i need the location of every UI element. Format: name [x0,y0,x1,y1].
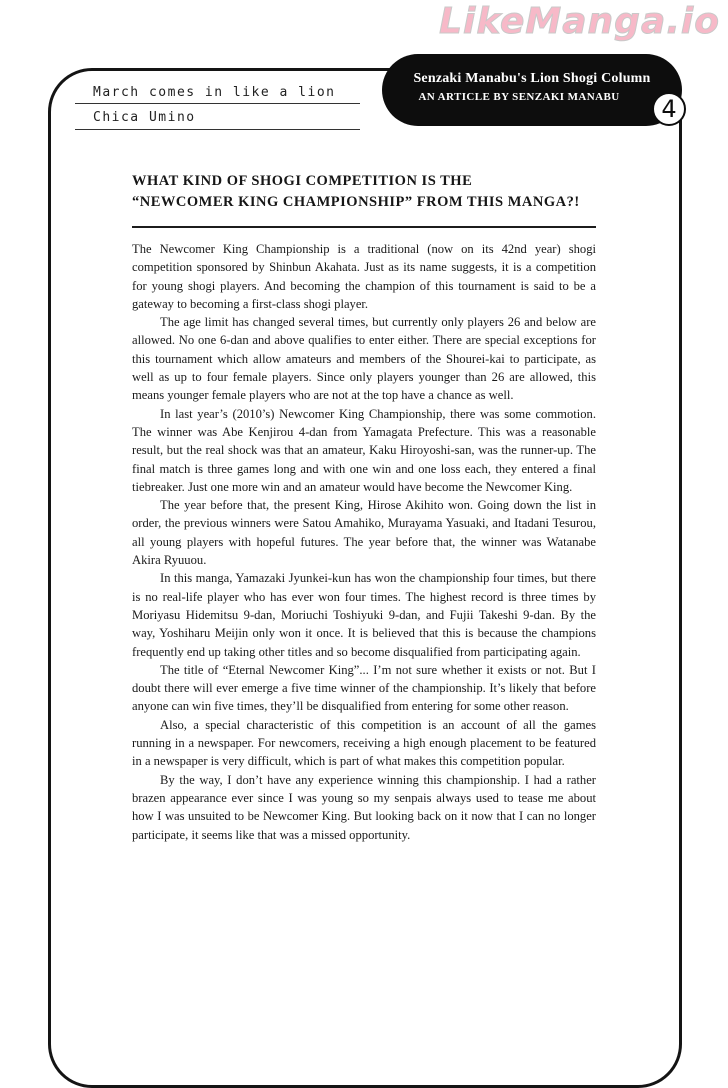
heading-line-1: WHAT KIND OF SHOGI COMPETITION IS THE [132,173,473,189]
credit-rule-bottom [75,129,360,130]
article-paragraph: By the way, I don’t have any experience winning this championship. I had a rather brazen appearance ever since I was young so my senpais always used to tease me about how I was unsuited to be Newcomer King. But looking back on it now that I can no longer participate, it seems like that was a missed opportunity. [132,772,596,842]
heading-line-2: “NEWCOMER KING CHAMPIONSHIP” FROM THIS MANGA?! [132,194,580,210]
article-paragraph: The year before that, the present King, Hirose Akihito won. Going down the list in order, the previous winners were Satou Amahiko, Murayama Yasuaki, and Itadani Tesurou, all young players with hopeful futures. The year before that, the winner was Watanabe Akira Ryuuou. [132,498,596,568]
article-paragraph: The Newcomer King Championship is a traditional (now on its 42nd year) shogi competition sponsored by Shinbun Akahata. Just as its name suggests, it is a competition for young shogi players. And becoming the champion of this tournament is said to be a gateway to becoming a first-class shogi player. [132,242,596,311]
article-body [132,240,596,844]
article-paragraph: In last year’s (2010’s) Newcomer King Championship, there was some commotion. The winner was Abe Kenjirou 4-dan from Yamagata Prefecture. This was a reasonable result, but the real shock was that an amateur, Kaku Hiroyoshi-san, was the runner-up. The final match is three games long and with one win and one loss each, they entered a final tiebreaker. Just one more win and an amateur would have become the Newcomer King. [132,406,596,494]
author-name: Chica Umino [93,110,196,125]
credit-rule-top [75,103,360,104]
column-number-badge: 4 [652,92,686,126]
column-subtitle: AN ARTICLE BY SENZAKI MANABU [418,91,620,103]
series-title: March comes in like a lion [93,85,336,100]
column-banner [382,54,682,126]
article-paragraph: Also, a special characteristic of this competition is an account of all the games running in a newspaper. For newcomers, receiving a high enough placement to be featured in a newspaper is very difficult, which is part of what makes this competition popular. [132,717,596,769]
column-title: Senzaki Manabu's Lion Shogi Column [413,71,651,86]
site-watermark: LikeManga.io [439,1,720,42]
article-paragraph: In this manga, Yamazaki Jyunkei-kun has won the championship four times, but there is no real-life player who has ever won four times. The highest record is three times by Moriyasu Hidemitsu 9-dan, Moriuchi Toshiyuki 9-dan, and Fujii Takeshi 9-dan. By the way, Yoshiharu Meijin only won it once. It is believed that this is because the champions frequently end up taking other titles and so become disqualified from participating again. [132,571,596,659]
article-paragraph: The age limit has changed several times, but currently only players 26 and below are allowed. No one 6-dan and above qualifies to enter either. There are special exceptions for this tournament which allow amateurs and members of the Shourei-kai to participate, as well as up to four female players. Since only players younger than 26 are allowed, this means younger female players who are not at the top have a chance as well. [132,315,596,403]
heading-divider [132,226,596,228]
article-heading [132,171,602,213]
article-paragraph: The title of “Eternal Newcomer King”... I’m not sure whether it exists or not. But I doubt there will ever emerge a five time winner of the championship. It’s likely that before anyone can win five times, they’ll be disqualified from entering for some other reason. [132,662,596,714]
